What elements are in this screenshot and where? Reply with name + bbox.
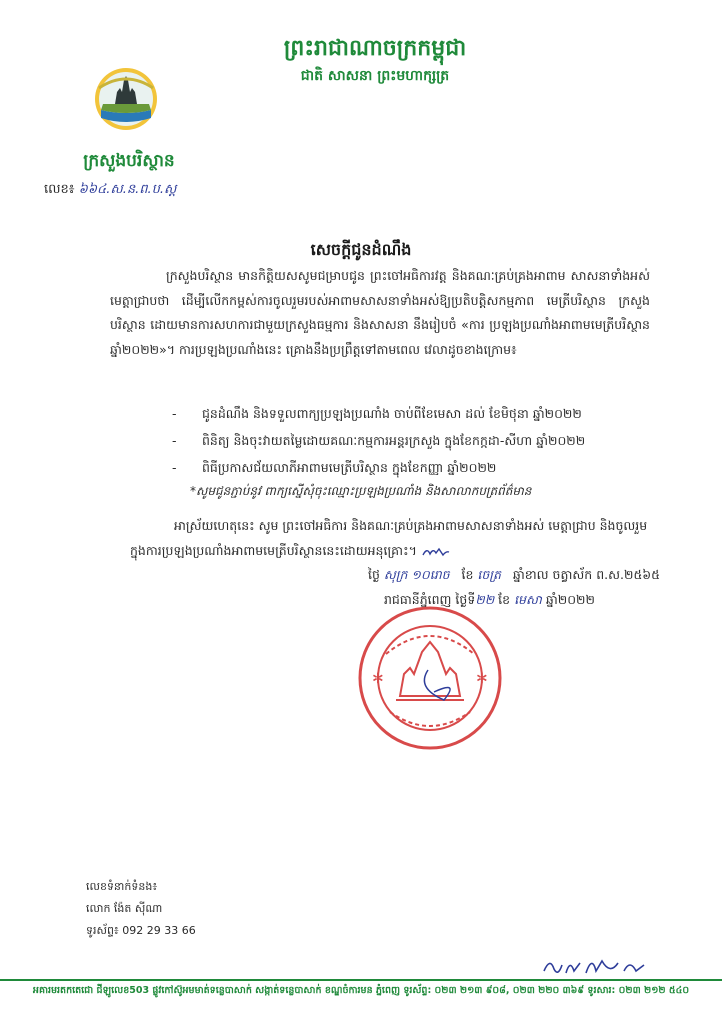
ministry-name: ក្រសួងបរិស្ថាន (83, 151, 175, 171)
svg-text:✲: ✲ (372, 671, 384, 687)
initials-signature-icon (421, 545, 451, 559)
paragraph-2-text: អាស្រ័យហេតុនេះ សូម ព្រះចៅអធិការ និងគណៈគ្រប់គ្រងអាពាមសាសនាទាំងអស់ មេត្តាជ្រាប និងចូលរួមក្នុងការប្រឡងប្រណាំងអាពាមមេត្រីបរិស្ថាននេះដោយអនុគ្រោះ។ (130, 518, 648, 558)
solar-date: រាជធានីភ្នំពេញ ថ្ងៃទី២២ ខែ មេសា ឆ្នាំ២០២២ (384, 592, 595, 607)
ministry-logo-icon (93, 66, 159, 132)
kingdom-title: ព្រះរាជាណាចក្រកម្ពុជា (283, 35, 467, 61)
body-paragraph-2 (130, 513, 660, 563)
doc-number-label: លេខ៖ (44, 182, 75, 197)
schedule-list (172, 400, 585, 481)
document-title: សេចក្តីជូនដំណឹង (310, 240, 412, 259)
lunar-date: ថ្ងៃ សុក្រ ១០រោច ខែ ចេត្រ ឆ្នាំខាល ចត្វាស័ក ព.ស.២៥៦៥ (368, 567, 660, 582)
list-item: - ពិនិត្យ និងចុះវាយតម្លៃដោយគណៈកម្មការអន្តរក្រសួង ក្នុងខែកក្កដា-សីហា ឆ្នាំ២០២២ (172, 433, 586, 448)
attachment-note: *សូមជូនភ្ជាប់នូវ ពាក្យស្នើសុំចុះឈ្មោះប្រឡងប្រណាំង និងសាលាកបត្រព័ត៌មាន (190, 484, 532, 498)
contact-name: លោក ង៉ែត ស៊ីណា (86, 902, 163, 915)
body-paragraph-1 (110, 264, 650, 362)
handwritten-signature-icon (540, 953, 650, 979)
official-seal-icon (356, 604, 504, 752)
footer-address: អគារមរតកតេជោ ជីឡូលេខ503 ផ្លូវកៅស៊ូអមមាត់ទន្លេបាសាក់ សង្កាត់ទន្លេបាសាក់ ខណ្ឌចំការមន ភ្នំពេញ ទូរស័ព្ទ: ០២៣ ២១៣ ៩០៨, ០២៣ ២២០ ៣៦៩ ទូរសារ: ០២៣ ២១២ ៥៤០ (32, 985, 690, 996)
footer-divider (0, 979, 722, 981)
list-item: - ពិធីប្រកាសជ័យលាភីអាពាមមេត្រីបរិស្ថាន ក្នុងខែកញ្ញា ឆ្នាំ២០២២ (172, 460, 497, 475)
document-number (44, 181, 176, 200)
svg-text:✲: ✲ (476, 671, 488, 687)
national-motto: ជាតិ សាសនា ព្រះមហាក្សត្រ (300, 68, 450, 84)
doc-number-value: ៦៦៤.ស.ន.ព.ប.ស្ត (78, 182, 177, 197)
list-item: - ជូនដំណឹង និងទទួលពាក្យប្រឡងប្រណាំង ចាប់ពីខែមេសា ដល់ ខែមិថុនា ឆ្នាំ២០២២ (172, 406, 582, 421)
contact-phone: ទូរស័ព្ទ៖ 092 29 33 66 (86, 924, 196, 937)
contact-label: លេខទំនាក់ទំនង៖ (86, 880, 158, 893)
contact-block (86, 876, 196, 942)
paragraph-1-text: ក្រសួងបរិស្ថាន មានកិត្តិយសសូមជម្រាបជូន ព្រះចៅអធិការវត្ត និងគណៈគ្រប់គ្រងអាពាម សាសនាទាំងអស់ មេត្តាជ្រាបថា ដើម្បីលើកកម្ពស់ការចូលរួមរបស់អាពាមសាសនាទាំងអស់ឱ្យប្រតិបត្តិសកម្មភាព មេត្រីបរិស្ថាន ក្រសួងបរិស្ថាន ដោយមានការសហការជាមួយក្រសួងធម្មការ និងសាសនា នឹងរៀបចំ «ការ ប្រឡងប្រណាំងអាពាមមេត្រីបរិស្ថាន ឆ្នាំ២០២២»។ ការប្រឡងប្រណាំងនេះ គ្រោងនឹងប្រព្រឹត្តទៅតាមពេល វេលាដូចខាងក្រោម៖ (110, 268, 650, 357)
